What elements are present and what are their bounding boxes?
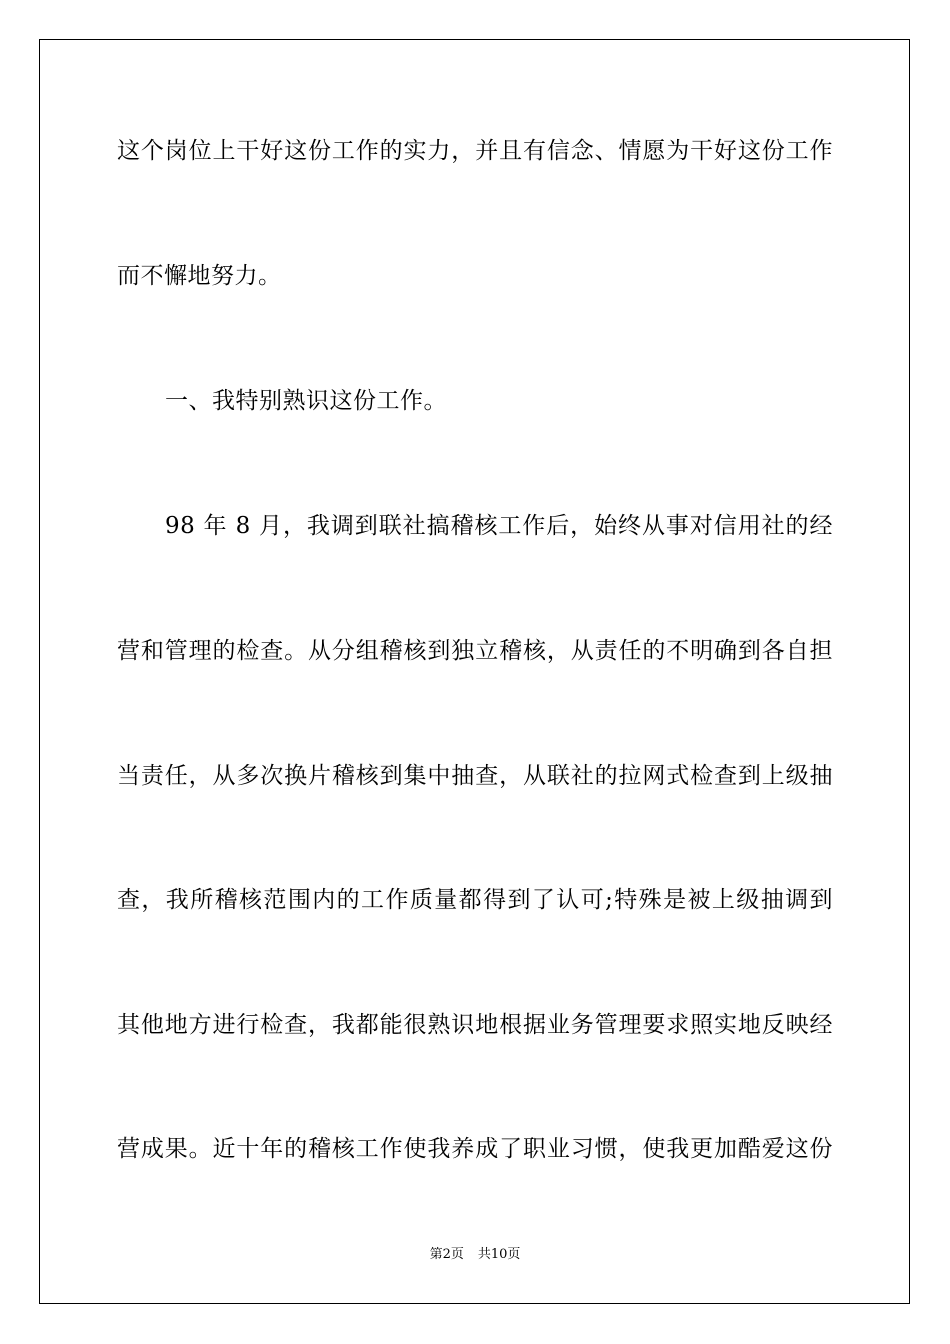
page-frame [39, 39, 910, 1304]
section-heading: 一、我特别熟识这份工作。 [165, 388, 447, 414]
text-line: 营和管理的检查。从分组稽核到独立稽核，从责任的不明确到各自担 [117, 638, 833, 664]
text-line: 而不懈地努力。 [117, 263, 282, 289]
text-line: 98 年 8 月，我调到联社搞稽核工作后，始终从事对信用社的经 [165, 513, 833, 539]
text-line: 当责任，从多次换片稽核到集中抽查，从联社的拉网式检查到上级抽 [117, 763, 833, 789]
text-line: 营成果。近十年的稽核工作使我养成了职业习惯，使我更加酷爱这份 [117, 1136, 833, 1162]
text-line: 其他地方进行检查，我都能很熟识地根据业务管理要求照实地反映经 [117, 1012, 833, 1038]
page-number: 第2页 [429, 1247, 464, 1262]
page-total: 共10页 [477, 1247, 521, 1262]
text-line: 查，我所稽核范围内的工作质量都得到了认可;特殊是被上级抽调到 [117, 887, 833, 913]
page-footer [0, 1246, 950, 1264]
text-line: 这个岗位上干好这份工作的实力，并且有信念、情愿为干好这份工作 [117, 138, 833, 164]
